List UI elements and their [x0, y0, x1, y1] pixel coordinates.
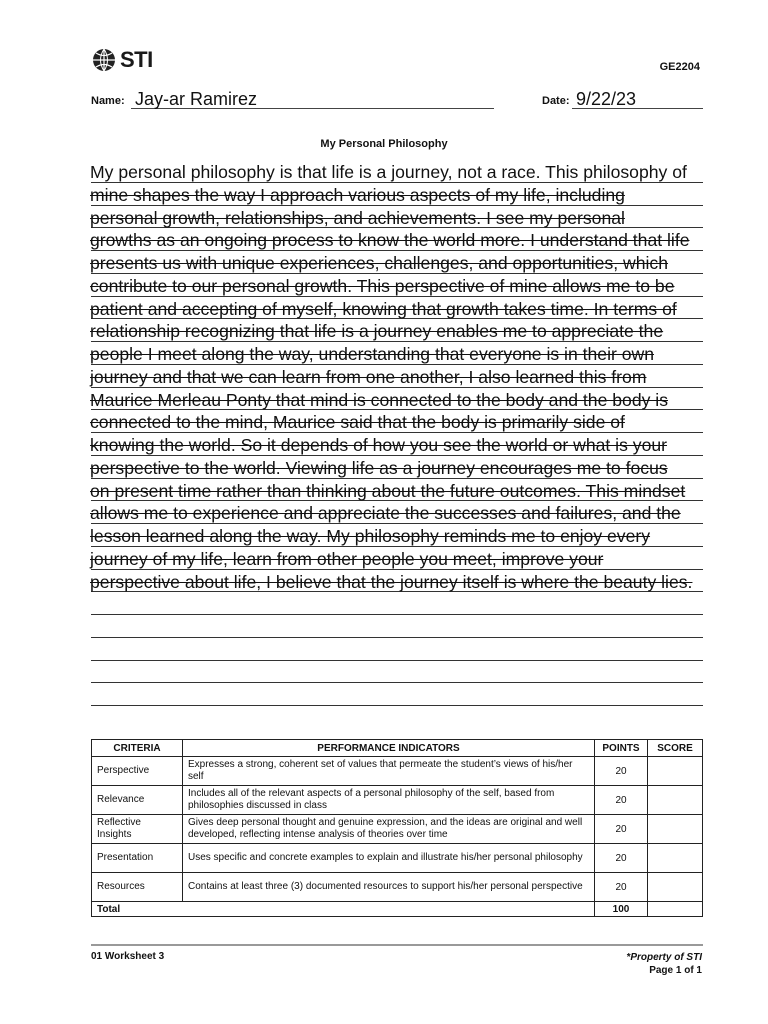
essay-line: journey and that we can learn from one another, I also learned this from: [90, 366, 647, 387]
essay-line: mine shapes the way I approach various aspects of my life, including: [90, 184, 625, 205]
essay-line: journey of my life, learn from other people you meet, improve your: [90, 548, 604, 569]
footer-worksheet-label: 01 Worksheet 3: [91, 951, 165, 962]
score-cell[interactable]: [648, 815, 703, 844]
rubric-table: [91, 739, 703, 917]
ruled-line: [91, 592, 703, 615]
globe-logo-icon: [90, 46, 118, 74]
points-cell: 20: [595, 815, 648, 844]
ruled-line: [91, 615, 703, 638]
property-notice: *Property of STI: [626, 952, 702, 963]
essay-line: allows me to experience and appreciate the successes and failures, and the: [90, 503, 681, 524]
essay-line: presents us with unique experiences, challenges, and opportunities, which: [90, 253, 669, 273]
table-row: [92, 844, 703, 873]
date-label: Date:: [542, 95, 570, 107]
name-label: Name:: [91, 95, 125, 107]
essay-body: [90, 161, 740, 593]
total-label: Total: [92, 902, 595, 917]
points-cell: 20: [595, 844, 648, 873]
sti-logo: [90, 46, 153, 74]
essay-line: Maurice Merleau Ponty that mind is connected to the body and the body is: [90, 389, 668, 410]
essay-line: personal growth, relationships, and achievements. I see my personal: [90, 207, 625, 228]
criteria-header: CRITERIA: [92, 740, 183, 757]
table-row: [92, 786, 703, 815]
indicator-cell: Includes all of the relevant aspects of a personal philosophy of the self, based from philosophies discussed in class: [183, 786, 595, 815]
score-cell[interactable]: [648, 757, 703, 786]
page-number: Page 1 of 1: [649, 965, 702, 976]
indicators-header: PERFORMANCE INDICATORS: [183, 740, 595, 757]
points-header: POINTS: [595, 740, 648, 757]
essay-line: perspective about life, I believe that the journey itself is where the beauty lies.: [90, 571, 693, 592]
logo-text: STI: [120, 47, 153, 72]
name-value: Jay-ar Ramirez: [135, 89, 258, 109]
criteria-cell: Perspective: [92, 757, 183, 786]
total-row: [92, 902, 703, 917]
ruled-line: [91, 661, 703, 684]
name-date-row: [91, 88, 703, 112]
essay-line: My personal philosophy is that life is a journey, not a race. This philosophy of: [90, 162, 687, 182]
essay-line: knowing the world. So it depends of how you see the world or what is your: [90, 435, 668, 455]
footer-right: [626, 951, 702, 977]
essay-line: patient and accepting of myself, knowing that growth takes time. In terms of: [90, 298, 677, 319]
total-points: 100: [595, 902, 648, 917]
essay-line: growths as an ongoing process to know the world more. I understand that life: [90, 230, 690, 251]
ruled-line: [91, 638, 703, 661]
points-cell: 20: [595, 757, 648, 786]
criteria-cell: Relevance: [92, 786, 183, 815]
essay-line: on present time rather than thinking about the future outcomes. This mindset: [90, 480, 686, 501]
essay-line: connected to the mind, Maurice said that the body is primarily side of: [90, 412, 625, 433]
score-header: SCORE: [648, 740, 703, 757]
essay-line: contribute to our personal growth. This perspective of mine allows me to be: [90, 275, 675, 296]
indicator-cell: Uses specific and concrete examples to explain and illustrate his/her personal philosophy: [183, 844, 595, 873]
table-row: [92, 873, 703, 902]
points-cell: 20: [595, 873, 648, 902]
score-cell[interactable]: [648, 873, 703, 902]
indicator-cell: Contains at least three (3) documented resources to support his/her personal perspective: [183, 873, 595, 902]
score-cell[interactable]: [648, 844, 703, 873]
total-score-cell[interactable]: [648, 902, 703, 917]
criteria-cell: Presentation: [92, 844, 183, 873]
table-row: [92, 757, 703, 786]
score-cell[interactable]: [648, 786, 703, 815]
criteria-cell: Reflective Insights: [92, 815, 183, 844]
ruled-line: [91, 683, 703, 706]
table-row: [92, 815, 703, 844]
essay-line: relationship recognizing that life is a journey enables me to appreciate the: [90, 321, 664, 342]
criteria-cell: Resources: [92, 873, 183, 902]
indicator-cell: Gives deep personal thought and genuine expression, and the ideas are original and well developed, reflecting intense analysis of theories over time: [183, 815, 595, 844]
essay-line: perspective to the world. Viewing life as a journey encourages me to focus: [90, 457, 668, 478]
rubric-header-row: [92, 740, 703, 757]
page-title: My Personal Philosophy: [320, 138, 448, 150]
essay-line: lesson learned along the way. My philosophy reminds me to enjoy every: [90, 526, 651, 546]
essay-line: people I meet along the way, understanding that everyone is in their own: [90, 344, 655, 364]
points-cell: 20: [595, 786, 648, 815]
document-code: GE2204: [659, 61, 700, 73]
indicator-cell: Expresses a strong, coherent set of values that permeate the student’s views of his/her self: [183, 757, 595, 786]
date-value: 9/22/23: [576, 89, 637, 109]
footer-divider: [91, 944, 703, 946]
